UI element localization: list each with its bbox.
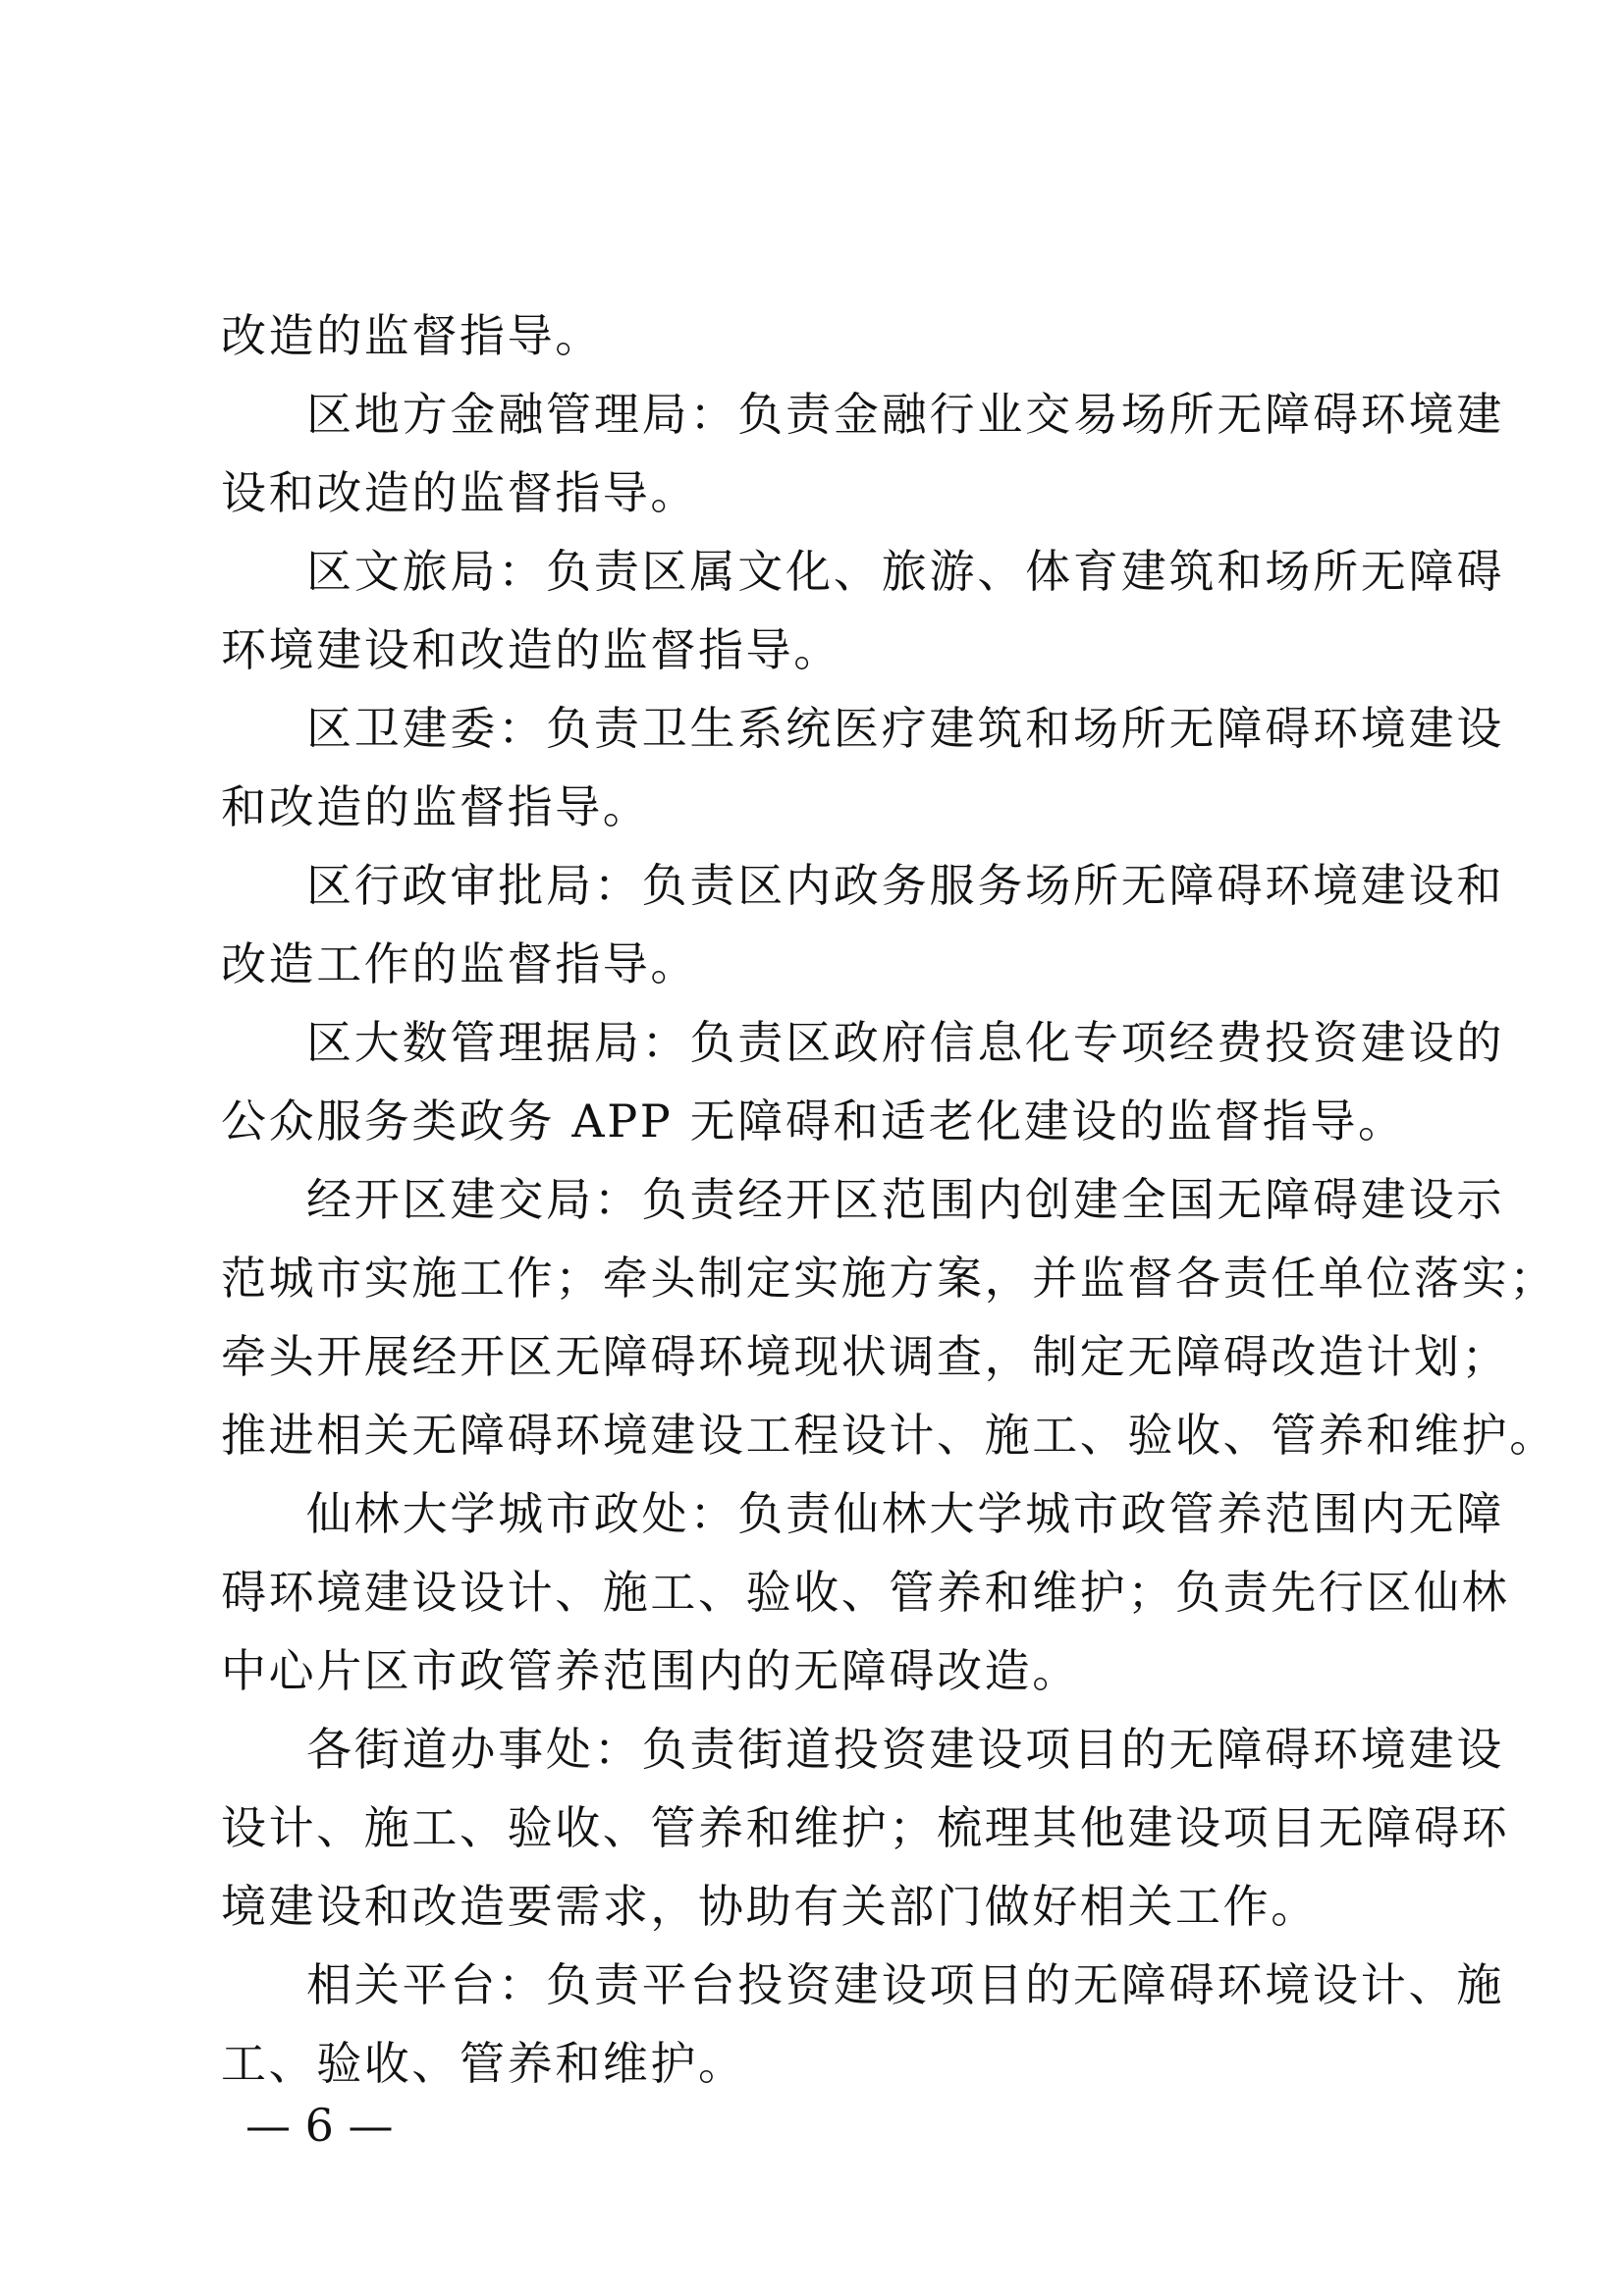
text-line: 牵头开展经开区无障碍环境现状调查，制定无障碍改造计划； [221, 1330, 1510, 1383]
text-line: 和改造的监督指导。 [221, 780, 651, 833]
text-line: 区行政审批局：负责区内政务服务场所无障碍环境建设和 [306, 859, 1504, 912]
page-number: — 6 — [245, 2099, 394, 2152]
text-line: 设和改造的监督指导。 [221, 466, 698, 519]
text-line: 区文旅局：负责区属文化、旅游、体育建筑和场所无障碍 [306, 545, 1504, 598]
text-line: 相关平台：负责平台投资建设项目的无障碍环境设计、施 [306, 1958, 1504, 2011]
text-line: 境建设和改造要需求，协助有关部门做好相关工作。 [221, 1880, 1319, 1933]
text-line: 各街道办事处：负责街道投资建设项目的无障碍环境建设 [306, 1723, 1504, 1776]
text-line: 环境建设和改造的监督指导。 [221, 623, 841, 676]
text-line: 区卫建委：负责卫生系统医疗建筑和场所无障碍环境建设 [306, 702, 1504, 755]
text-line: 区地方金融管理局：负责金融行业交易场所无障碍环境建 [306, 388, 1504, 441]
text-line: 改造的监督指导。 [221, 309, 603, 362]
text-line: 公众服务类政务 APP 无障碍和适老化建设的监督指导。 [221, 1095, 1406, 1148]
text-line: 范城市实施工作；牵头制定实施方案，并监督各责任单位落实； [221, 1252, 1557, 1305]
text-line: 仙林大学城市政处：负责仙林大学城市政管养范围内无障 [306, 1487, 1504, 1540]
text-line: 中心片区市政管养范围内的无障碍改造。 [221, 1644, 1080, 1697]
text-line: 设计、施工、验收、管养和维护；梳理其他建设项目无障碍环 [221, 1801, 1510, 1854]
text-line: 碍环境建设设计、施工、验收、管养和维护；负责先行区仙林 [221, 1566, 1510, 1619]
text-line: 区大数管理据局：负责区政府信息化专项经费投资建设的 [306, 1016, 1504, 1069]
text-line: 推进相关无障碍环境建设工程设计、施工、验收、管养和维护。 [221, 1409, 1557, 1462]
text-line: 经开区建交局：负责经开区范围内创建全国无障碍建设示 [306, 1173, 1504, 1226]
text-line: 改造工作的监督指导。 [221, 937, 698, 990]
text-line: 工、验收、管养和维护。 [221, 2037, 746, 2090]
